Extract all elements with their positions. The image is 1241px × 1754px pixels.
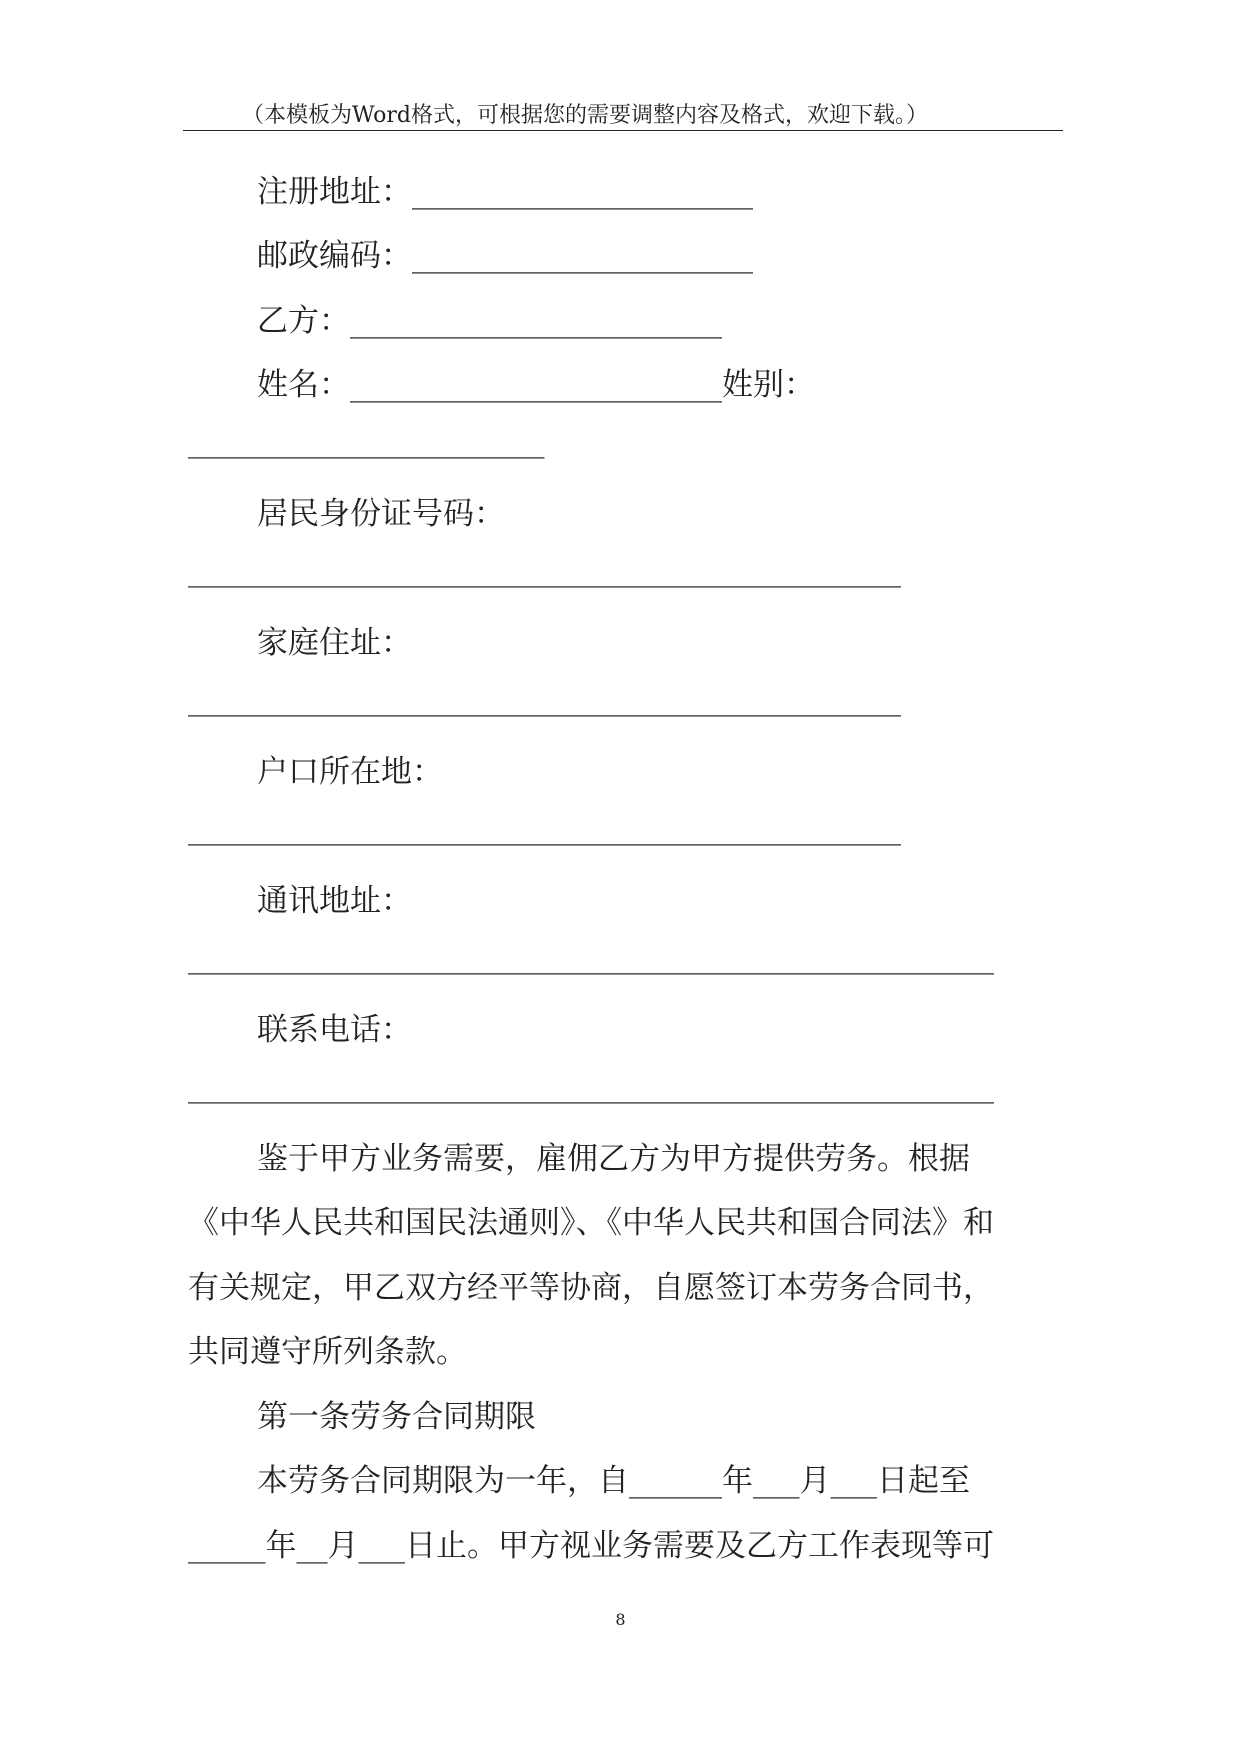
header-divider <box>183 130 1063 131</box>
field-postal-code: 邮政编码：______________________ <box>257 238 753 274</box>
paragraph-line: 鉴于甲方业务需要，雇佣乙方为甲方提供劳务。根据 <box>257 1141 970 1177</box>
blank-line: ______________________________________________ <box>188 552 901 588</box>
page-number: 8 <box>615 1610 626 1629</box>
paragraph-line: 本劳务合同期限为一年，自______年___月___日起至 <box>257 1463 970 1499</box>
field-party-b: 乙方：________________________ <box>257 303 722 339</box>
header-note: （本模板为Word格式，可根据您的需要调整内容及格式，欢迎下载。） <box>242 103 928 128</box>
field-phone: 联系电话： <box>257 1012 412 1048</box>
blank-line: _______________________ <box>188 423 545 459</box>
paragraph-line: 共同遵守所列条款。 <box>188 1334 467 1370</box>
field-household-registration: 户口所在地： <box>257 754 443 790</box>
field-mailing-address: 通讯地址： <box>257 883 412 919</box>
field-name-gender: 姓名：________________________姓别： <box>257 367 815 403</box>
blank-line: ____________________________________________________ <box>188 1068 994 1104</box>
article-heading: 第一条劳务合同期限 <box>257 1399 536 1435</box>
field-registered-address: 注册地址：______________________ <box>257 174 753 210</box>
blank-line: ______________________________________________ <box>188 810 901 846</box>
paragraph-line: 有关规定，甲乙双方经平等协商，自愿签订本劳务合同书， <box>188 1270 994 1306</box>
field-id-number: 居民身份证号码： <box>257 496 505 532</box>
paragraph-line: _____年__月___日止。甲方视业务需要及乙方工作表现等可 <box>188 1528 994 1564</box>
paragraph-line: 《中华人民共和国民法通则》、《中华人民共和国合同法》和 <box>188 1205 994 1241</box>
blank-line: ______________________________________________ <box>188 681 901 717</box>
blank-line: ____________________________________________________ <box>188 939 994 975</box>
field-home-address: 家庭住址： <box>257 625 412 661</box>
